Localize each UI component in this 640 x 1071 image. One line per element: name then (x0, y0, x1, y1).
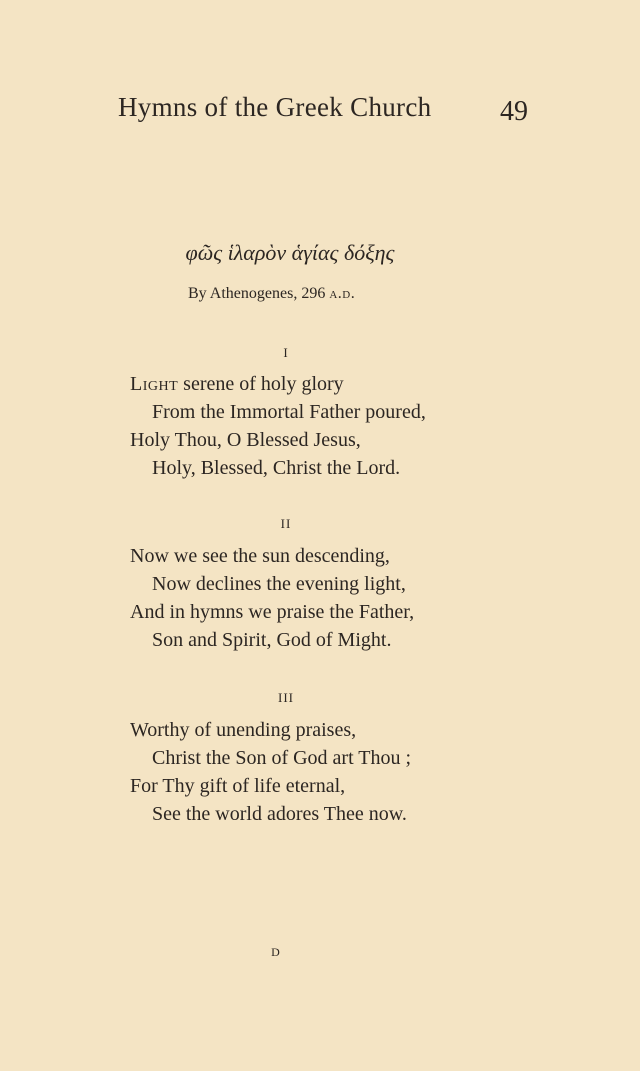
byline-era: a.d. (329, 285, 356, 302)
stanza-line: For Thy gift of life eternal, (130, 775, 346, 797)
stanza-first-word: Light (130, 373, 179, 395)
stanza-line: Holy, Blessed, Christ the Lord. (152, 457, 401, 479)
stanza-line-text: serene of holy glory (178, 373, 344, 395)
stanza-line: Son and Spirit, God of Might. (152, 629, 392, 651)
stanza-number-3: III (278, 690, 294, 705)
stanza-line: And in hymns we praise the Father, (130, 601, 415, 623)
running-head: Hymns of the Greek Church (118, 92, 432, 122)
hymn-byline (188, 285, 355, 303)
stanza-number-2: II (280, 516, 292, 531)
byline-author-date: By Athenogenes, 296 (188, 285, 326, 302)
stanza-2 (130, 542, 414, 654)
stanza-line: Worthy of unending praises, (130, 719, 357, 741)
stanza-line: Now declines the evening light, (152, 573, 406, 595)
stanza-line: Now we see the sun descending, (130, 545, 390, 567)
stanza-number-1: I (283, 345, 289, 360)
hymn-greek-title: φῶς ἱλαρὸν ἁγίας δόξης (185, 240, 395, 265)
stanza-line: See the world adores Thee now. (152, 803, 407, 825)
stanza-line: Holy Thou, O Blessed Jesus, (130, 429, 361, 451)
signature-mark: D (271, 945, 281, 959)
page-number: 49 (500, 96, 528, 127)
stanza-line: Christ the Son of God art Thou ; (152, 747, 412, 769)
stanza-line (130, 370, 426, 398)
stanza-line: From the Immortal Father poured, (152, 401, 426, 423)
stanza-1 (130, 370, 426, 482)
stanza-3 (130, 716, 411, 828)
